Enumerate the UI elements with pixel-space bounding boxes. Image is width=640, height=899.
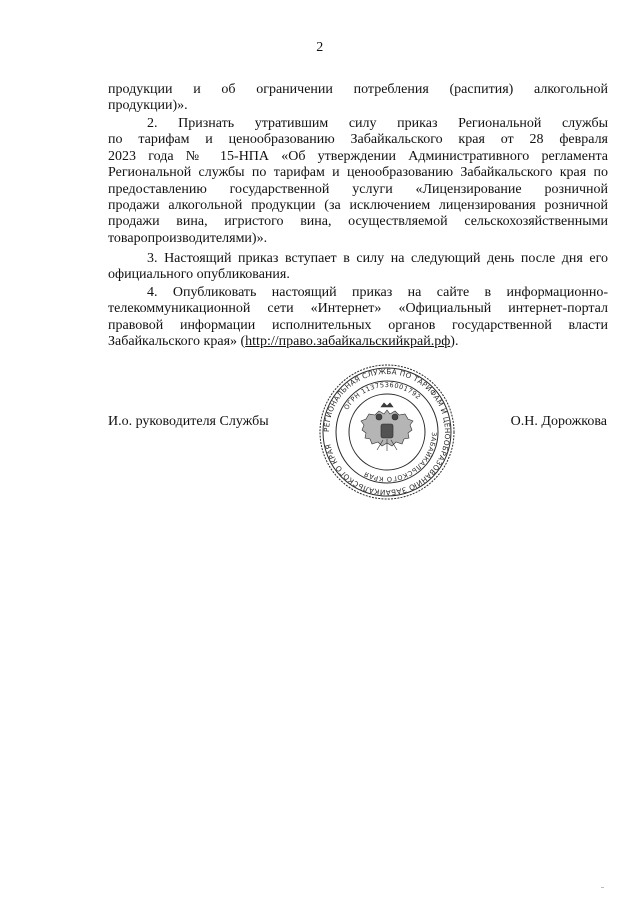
text-line: 2023 года № 15-НПА «Об утверждении Административного регламента [108,148,608,164]
text-line: правовой информации исполнительных органов государственной власти [108,317,608,333]
text-line: продукции)». [108,98,188,114]
text-line: официального опубликования. [108,267,290,283]
paragraph-3 [108,251,608,284]
text-line: 3. Настоящий приказ вступает в силу на следующий день после дня его [147,251,608,266]
paragraph-4 [108,285,608,351]
text-line: Региональной службы по тарифам и ценообразованию Забайкальского края по [108,165,608,181]
text-fragment: ). [450,334,459,350]
text-line: 2. Признать утратившим силу приказ Региональной службы [147,116,608,131]
paragraph-1 [108,82,608,115]
text-line [108,334,608,350]
portal-link[interactable]: http://право.забайкальскийкрай.рф [245,334,451,350]
scan-artifact [601,887,604,888]
signature-name: О.Н. Дорожкова [510,414,607,429]
text-line: телекоммуникационной сети «Интернет» «Официальный интернет-портал [108,301,608,317]
text-line: продажи вина, игристого вина, осуществляемой сельскохозяйственными [108,214,608,230]
text-line: предоставлению государственной услуги «Лицензирование розничной [108,181,608,197]
text-line: по тарифам и ценообразованию Забайкальского края от 28 февраля [108,132,608,148]
text-line: 4. Опубликовать настоящий приказ на сайте в информационно- [147,285,608,300]
page-number: 2 [316,40,324,55]
signature-position: И.о. руководителя Службы [108,414,269,429]
seal-outer-text: РЕГИОНАЛЬНАЯ СЛУЖБА ПО ТАРИФАМ И ЦЕНООБРАЗОВАНИЮ ЗАБАЙКАЛЬСКОГО КРАЯ [321,366,453,498]
text-line: продукции и об ограничении потребления (распития) алкогольной [108,82,608,97]
seal-stamp-icon [317,362,457,502]
paragraph-2 [108,116,608,247]
seal-inner-text: ОГРН 1137536001792 [342,380,423,412]
text-line: продажи алкогольной продукции (за исключением лицензирования розничной [108,198,608,214]
official-seal [317,362,457,502]
text-line: товаропроизводителями)». [108,230,268,246]
text-fragment: Забайкальского края» ( [108,334,246,350]
seal-inner-text-2: ЗАБАЙКАЛЬСКОГО КРАЯ [362,431,439,484]
